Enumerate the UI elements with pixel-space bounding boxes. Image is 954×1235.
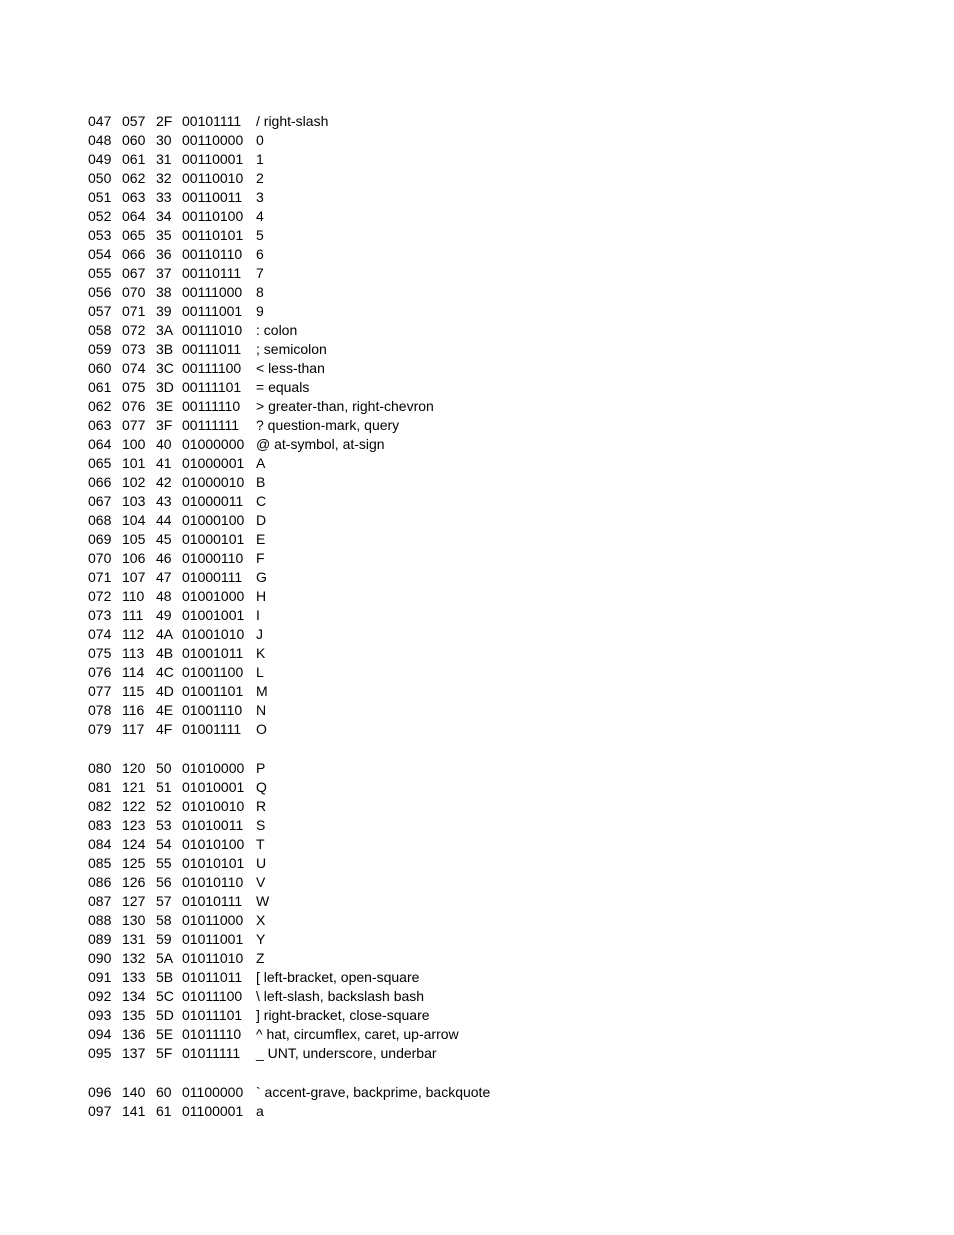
hex-code: 43: [156, 493, 172, 509]
character-description: 1: [256, 151, 264, 167]
octal-code: 100: [122, 436, 146, 452]
character-description: > greater-than, right-chevron: [256, 398, 434, 414]
binary-code: 01011111: [182, 1045, 241, 1061]
character-description: a: [256, 1103, 264, 1119]
octal-code: 074: [122, 360, 146, 376]
binary-code: 01011001: [182, 931, 244, 947]
octal-code: 107: [122, 569, 146, 585]
decimal-code: 057: [88, 303, 112, 319]
octal-code: 126: [122, 874, 146, 890]
character-description: @ at-symbol, at-sign: [256, 436, 385, 452]
hex-code: 52: [156, 798, 172, 814]
decimal-code: 067: [88, 493, 112, 509]
hex-code: 55: [156, 855, 172, 871]
octal-code: 116: [122, 702, 145, 718]
hex-code: 4F: [156, 721, 173, 737]
binary-code: 01011011: [182, 969, 243, 985]
character-description: V: [256, 874, 266, 890]
hex-code: 42: [156, 474, 172, 490]
hex-code: 3A: [156, 322, 174, 338]
binary-code: 00110110: [182, 246, 243, 262]
hex-code: 3B: [156, 341, 174, 357]
hex-code: 3D: [156, 379, 174, 395]
decimal-code: 089: [88, 931, 112, 947]
hex-code: 51: [156, 779, 172, 795]
octal-code: 134: [122, 988, 146, 1004]
hex-code: 37: [156, 265, 172, 281]
binary-code: 01010000: [182, 760, 245, 776]
hex-code: 5A: [156, 950, 174, 966]
character-description: ? question-mark, query: [256, 417, 400, 433]
decimal-code: 059: [88, 341, 112, 357]
decimal-code: 063: [88, 417, 112, 433]
octal-code: 103: [122, 493, 146, 509]
hex-code: 4B: [156, 645, 174, 661]
decimal-code: 072: [88, 588, 112, 604]
octal-code: 135: [122, 1007, 146, 1023]
character-description: J: [256, 626, 263, 642]
decimal-code: 096: [88, 1084, 112, 1100]
character-description: = equals: [256, 379, 310, 395]
character-description: B: [256, 474, 266, 490]
binary-code: 01010001: [182, 779, 245, 795]
octal-code: 113: [122, 645, 145, 661]
decimal-code: 075: [88, 645, 112, 661]
hex-code: 5B: [156, 969, 174, 985]
hex-code: 3E: [156, 398, 174, 414]
character-description: R: [256, 798, 267, 814]
binary-code: 00111111: [182, 417, 240, 433]
binary-code: 00110101: [182, 227, 244, 243]
octal-code: 065: [122, 227, 146, 243]
binary-code: 01000100: [182, 512, 245, 528]
octal-code: 120: [122, 760, 146, 776]
binary-code: 00111001: [182, 303, 243, 319]
octal-code: 072: [122, 322, 146, 338]
octal-code: 061: [122, 151, 146, 167]
binary-code: 01100001: [182, 1103, 244, 1119]
binary-code: 00110000: [182, 132, 244, 148]
character-description: ] right-bracket, close-square: [256, 1007, 430, 1023]
character-description: < less-than: [256, 360, 325, 376]
octal-code: 057: [122, 113, 146, 129]
hex-code: 31: [156, 151, 172, 167]
binary-code: 01001010: [182, 626, 245, 642]
octal-code: 112: [122, 626, 145, 642]
decimal-code: 049: [88, 151, 112, 167]
character-description: Z: [256, 950, 265, 966]
octal-code: 127: [122, 893, 146, 909]
octal-code: 141: [122, 1103, 146, 1119]
character-description: U: [256, 855, 267, 871]
octal-code: 124: [122, 836, 146, 852]
character-description: F: [256, 550, 265, 566]
decimal-code: 091: [88, 969, 112, 985]
character-description: : colon: [256, 322, 298, 338]
decimal-code: 080: [88, 760, 112, 776]
binary-code: 01010011: [182, 817, 244, 833]
decimal-code: 081: [88, 779, 112, 795]
binary-code: 01010111: [182, 893, 243, 909]
binary-code: 01000001: [182, 455, 245, 471]
decimal-code: 050: [88, 170, 112, 186]
binary-code: 01001101: [182, 683, 244, 699]
hex-code: 5C: [156, 988, 174, 1004]
hex-code: 4C: [156, 664, 174, 680]
octal-code: 115: [122, 683, 145, 699]
hex-code: 53: [156, 817, 172, 833]
octal-code: 105: [122, 531, 146, 547]
hex-code: 33: [156, 189, 172, 205]
octal-code: 117: [122, 721, 145, 737]
binary-code: 01001000: [182, 588, 245, 604]
hex-code: 56: [156, 874, 172, 890]
binary-code: 01001100: [182, 664, 244, 680]
octal-code: 104: [122, 512, 146, 528]
binary-code: 01000011: [182, 493, 244, 509]
octal-code: 132: [122, 950, 146, 966]
hex-code: 32: [156, 170, 172, 186]
octal-code: 070: [122, 284, 146, 300]
binary-code: 01011010: [182, 950, 244, 966]
hex-code: 35: [156, 227, 172, 243]
octal-code: 123: [122, 817, 146, 833]
binary-code: 00111010: [182, 322, 243, 338]
decimal-code: 068: [88, 512, 112, 528]
character-description: [ left-bracket, open-square: [256, 969, 420, 985]
character-description: W: [256, 893, 270, 909]
octal-code: 111: [122, 607, 144, 623]
octal-code: 125: [122, 855, 146, 871]
decimal-code: 066: [88, 474, 112, 490]
hex-code: 59: [156, 931, 172, 947]
hex-code: 36: [156, 246, 172, 262]
octal-code: 063: [122, 189, 146, 205]
decimal-code: 076: [88, 664, 112, 680]
hex-code: 45: [156, 531, 172, 547]
character-description: T: [256, 836, 265, 852]
character-description: H: [256, 588, 267, 604]
hex-code: 54: [156, 836, 172, 852]
binary-code: 01011100: [182, 988, 243, 1004]
decimal-code: 052: [88, 208, 112, 224]
decimal-code: 083: [88, 817, 112, 833]
character-description: 2: [256, 170, 264, 186]
octal-code: 106: [122, 550, 146, 566]
binary-code: 00111110: [182, 398, 241, 414]
binary-code: 01011110: [182, 1026, 242, 1042]
character-description: ; semicolon: [256, 341, 327, 357]
decimal-code: 085: [88, 855, 112, 871]
character-description: Y: [256, 931, 266, 947]
binary-code: 01000000: [182, 436, 245, 452]
octal-code: 131: [122, 931, 146, 947]
binary-code: 00110010: [182, 170, 244, 186]
hex-code: 5F: [156, 1045, 173, 1061]
decimal-code: 084: [88, 836, 112, 852]
octal-code: 060: [122, 132, 146, 148]
decimal-code: 054: [88, 246, 112, 262]
binary-code: 01001001: [182, 607, 245, 623]
binary-code: 01000101: [182, 531, 245, 547]
character-description: C: [256, 493, 267, 509]
binary-code: 01001011: [182, 645, 244, 661]
hex-code: 5E: [156, 1026, 174, 1042]
character-description: N: [256, 702, 267, 718]
hex-code: 3C: [156, 360, 174, 376]
character-description: S: [256, 817, 266, 833]
decimal-code: 051: [88, 189, 112, 205]
binary-code: 00110001: [182, 151, 244, 167]
binary-code: 00110100: [182, 208, 244, 224]
octal-code: 067: [122, 265, 146, 281]
octal-code: 133: [122, 969, 146, 985]
binary-code: 01000111: [182, 569, 243, 585]
binary-code: 01000110: [182, 550, 244, 566]
octal-code: 110: [122, 588, 145, 604]
octal-code: 102: [122, 474, 146, 490]
binary-code: 01011000: [182, 912, 244, 928]
hex-code: 2F: [156, 113, 173, 129]
binary-code: 00110111: [182, 265, 242, 281]
hex-code: 58: [156, 912, 172, 928]
decimal-code: 058: [88, 322, 112, 338]
binary-code: 01001110: [182, 702, 243, 718]
decimal-code: 088: [88, 912, 112, 928]
octal-code: 140: [122, 1084, 146, 1100]
hex-code: 30: [156, 132, 172, 148]
hex-code: 41: [156, 455, 172, 471]
octal-code: 137: [122, 1045, 146, 1061]
decimal-code: 069: [88, 531, 112, 547]
character-description: P: [256, 760, 266, 776]
hex-code: 60: [156, 1084, 172, 1100]
character-description: \ left-slash, backslash bash: [256, 988, 425, 1004]
binary-code: 01010100: [182, 836, 245, 852]
decimal-code: 077: [88, 683, 112, 699]
octal-code: 136: [122, 1026, 146, 1042]
decimal-code: 047: [88, 113, 112, 129]
hex-code: 38: [156, 284, 172, 300]
character-description: 9: [256, 303, 264, 319]
octal-code: 121: [122, 779, 146, 795]
character-description: 6: [256, 246, 264, 262]
character-description: D: [256, 512, 267, 528]
decimal-code: 062: [88, 398, 112, 414]
decimal-code: 082: [88, 798, 112, 814]
hex-code: 5D: [156, 1007, 174, 1023]
hex-code: 44: [156, 512, 172, 528]
octal-code: 075: [122, 379, 146, 395]
character-description: _ UNT, underscore, underbar: [256, 1045, 437, 1061]
decimal-code: 060: [88, 360, 112, 376]
hex-code: 46: [156, 550, 172, 566]
character-description: 3: [256, 189, 264, 205]
octal-code: 062: [122, 170, 146, 186]
decimal-code: 097: [88, 1103, 112, 1119]
binary-code: 01010110: [182, 874, 244, 890]
character-description: 0: [256, 132, 264, 148]
binary-code: 00101111: [182, 113, 242, 129]
hex-code: 50: [156, 760, 172, 776]
decimal-code: 093: [88, 1007, 112, 1023]
hex-code: 39: [156, 303, 172, 319]
hex-code: 47: [156, 569, 172, 585]
character-description: X: [256, 912, 266, 928]
decimal-code: 073: [88, 607, 112, 623]
decimal-code: 064: [88, 436, 112, 452]
decimal-code: 087: [88, 893, 112, 909]
hex-code: 49: [156, 607, 172, 623]
decimal-code: 053: [88, 227, 112, 243]
binary-code: 00111101: [182, 379, 242, 395]
decimal-code: 095: [88, 1045, 112, 1061]
character-description: 4: [256, 208, 264, 224]
binary-code: 00111011: [182, 341, 242, 357]
decimal-code: 055: [88, 265, 112, 281]
character-description: 5: [256, 227, 264, 243]
character-description: K: [256, 645, 266, 661]
octal-code: 066: [122, 246, 146, 262]
octal-code: 076: [122, 398, 146, 414]
decimal-code: 070: [88, 550, 112, 566]
octal-code: 122: [122, 798, 146, 814]
octal-code: 130: [122, 912, 146, 928]
binary-code: 01100000: [182, 1084, 244, 1100]
character-description: 7: [256, 265, 264, 281]
character-description: 8: [256, 284, 264, 300]
character-description: I: [256, 607, 260, 623]
decimal-code: 094: [88, 1026, 112, 1042]
hex-code: 48: [156, 588, 172, 604]
decimal-code: 078: [88, 702, 112, 718]
decimal-code: 074: [88, 626, 112, 642]
binary-code: 01000010: [182, 474, 245, 490]
decimal-code: 092: [88, 988, 112, 1004]
hex-code: 61: [156, 1103, 172, 1119]
decimal-code: 071: [88, 569, 112, 585]
hex-code: 3F: [156, 417, 173, 433]
binary-code: 00110011: [182, 189, 243, 205]
octal-code: 064: [122, 208, 146, 224]
octal-code: 077: [122, 417, 146, 433]
decimal-code: 086: [88, 874, 112, 890]
decimal-code: 090: [88, 950, 112, 966]
character-description: M: [256, 683, 268, 699]
hex-code: 4A: [156, 626, 174, 642]
binary-code: 01010101: [182, 855, 245, 871]
character-description: L: [256, 664, 264, 680]
binary-code: 00111100: [182, 360, 242, 376]
character-description: ^ hat, circumflex, caret, up-arrow: [256, 1026, 459, 1042]
hex-code: 4E: [156, 702, 174, 718]
character-description: Q: [256, 779, 267, 795]
decimal-code: 079: [88, 721, 112, 737]
character-description: A: [256, 455, 266, 471]
decimal-code: 056: [88, 284, 112, 300]
hex-code: 40: [156, 436, 172, 452]
character-description: E: [256, 531, 266, 547]
hex-code: 4D: [156, 683, 174, 699]
octal-code: 101: [122, 455, 146, 471]
binary-code: 00111000: [182, 284, 243, 300]
character-description: O: [256, 721, 267, 737]
octal-code: 073: [122, 341, 146, 357]
binary-code: 01001111: [182, 721, 242, 737]
character-description: G: [256, 569, 267, 585]
octal-code: 114: [122, 664, 145, 680]
hex-code: 57: [156, 893, 172, 909]
hex-code: 34: [156, 208, 172, 224]
binary-code: 01010010: [182, 798, 245, 814]
binary-code: 01011101: [182, 1007, 243, 1023]
character-description: / right-slash: [256, 113, 329, 129]
decimal-code: 048: [88, 132, 112, 148]
octal-code: 071: [122, 303, 146, 319]
decimal-code: 065: [88, 455, 112, 471]
character-description: ` accent-grave, backprime, backquote: [256, 1084, 491, 1100]
decimal-code: 061: [88, 379, 112, 395]
